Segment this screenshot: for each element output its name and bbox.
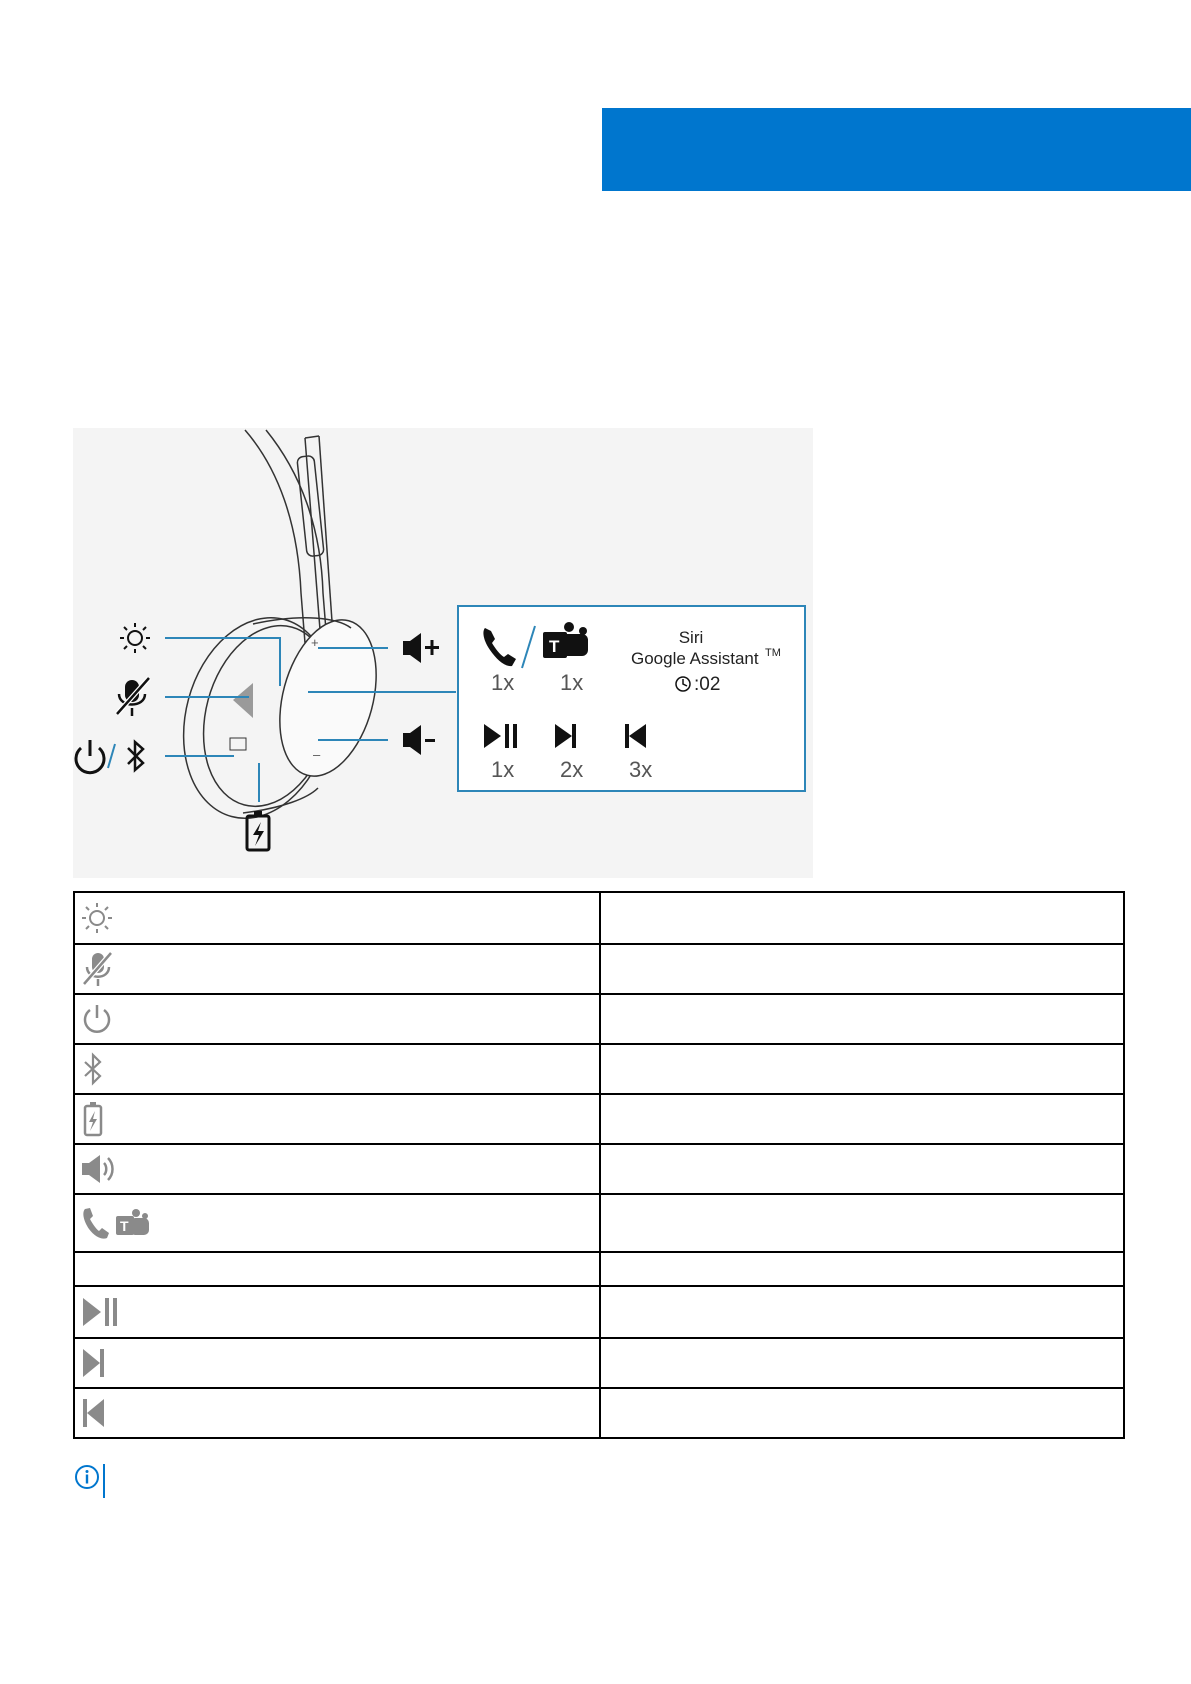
controls-table: [73, 891, 1125, 1439]
headset-diagram: [73, 428, 813, 878]
phone-icon: [80, 1206, 110, 1240]
icon-cell: [74, 994, 600, 1044]
cup-port: [230, 738, 246, 750]
description-cell: [600, 1094, 1124, 1144]
description-cell: [600, 1286, 1124, 1338]
play-pause-presses: 1x: [491, 757, 515, 782]
icon-cell: [74, 1252, 600, 1286]
description-cell: [600, 1338, 1124, 1388]
icon-cell: [74, 1094, 600, 1144]
table-row: [74, 1338, 1124, 1388]
call-presses: 1x: [491, 670, 515, 695]
assistant-hold-time: :02: [694, 674, 721, 695]
info-icon: [76, 1466, 98, 1488]
play-pause-icon: [80, 1295, 120, 1329]
power-icon: [76, 740, 104, 773]
table-row: [74, 994, 1124, 1044]
assistant-trademark: TM: [765, 647, 781, 659]
table-row: [74, 1286, 1124, 1338]
bluetooth-icon: [80, 1052, 114, 1086]
volume-up-icon: [403, 633, 439, 663]
svg-text:T: T: [120, 1218, 129, 1234]
table-row: [74, 1388, 1124, 1438]
sun-icon: [80, 901, 114, 935]
previous-track-icon: [80, 1396, 110, 1430]
table-row: [74, 1252, 1124, 1286]
cup-mute-button: [233, 683, 253, 718]
svg-text:T: T: [549, 637, 560, 656]
bluetooth-icon: [128, 742, 143, 770]
table-row: [74, 1044, 1124, 1094]
ear-cup: [162, 601, 392, 835]
description-cell: [600, 892, 1124, 944]
icon-cell: [74, 1338, 600, 1388]
next-track-icon: [80, 1346, 110, 1380]
icon-cell: [74, 1286, 600, 1338]
volume-icon: [80, 1152, 120, 1186]
separator-slash: [108, 744, 115, 768]
table-row: [74, 944, 1124, 994]
info-note: [73, 1463, 113, 1499]
description-cell: [600, 1252, 1124, 1286]
table-row: [74, 1094, 1124, 1144]
teams-presses: 1x: [560, 670, 584, 695]
assistant-google: Google Assistant: [631, 649, 759, 668]
icon-cell: [74, 1044, 600, 1094]
icon-cell: [74, 944, 600, 994]
icon-cell: [74, 892, 600, 944]
sun-icon: [120, 623, 150, 653]
table-row: [74, 1194, 1124, 1252]
table-row: [74, 892, 1124, 944]
description-cell: [600, 1144, 1124, 1194]
description-cell: [600, 994, 1124, 1044]
table-row: [74, 1144, 1124, 1194]
icon-cell: [74, 1388, 600, 1438]
volume-down-icon: [403, 725, 435, 755]
mute-icon: [80, 950, 114, 988]
previous-track-presses: 3x: [629, 757, 653, 782]
power-icon: [80, 1002, 114, 1036]
next-track-presses: 2x: [560, 757, 584, 782]
icon-cell: [74, 1194, 600, 1252]
assistant-siri: Siri: [678, 628, 704, 647]
battery-charging-icon: [247, 811, 269, 850]
icon-cell: [74, 1144, 600, 1194]
chapter-banner: [602, 108, 1191, 191]
description-cell: [600, 1044, 1124, 1094]
description-cell: [600, 1194, 1124, 1252]
battery-charging-icon: [80, 1100, 114, 1138]
mute-icon: [117, 678, 149, 716]
description-cell: [600, 944, 1124, 994]
description-cell: [600, 1388, 1124, 1438]
svg-text:–: –: [313, 747, 321, 762]
teams-icon: [114, 1208, 150, 1238]
svg-text:+: +: [311, 635, 319, 650]
